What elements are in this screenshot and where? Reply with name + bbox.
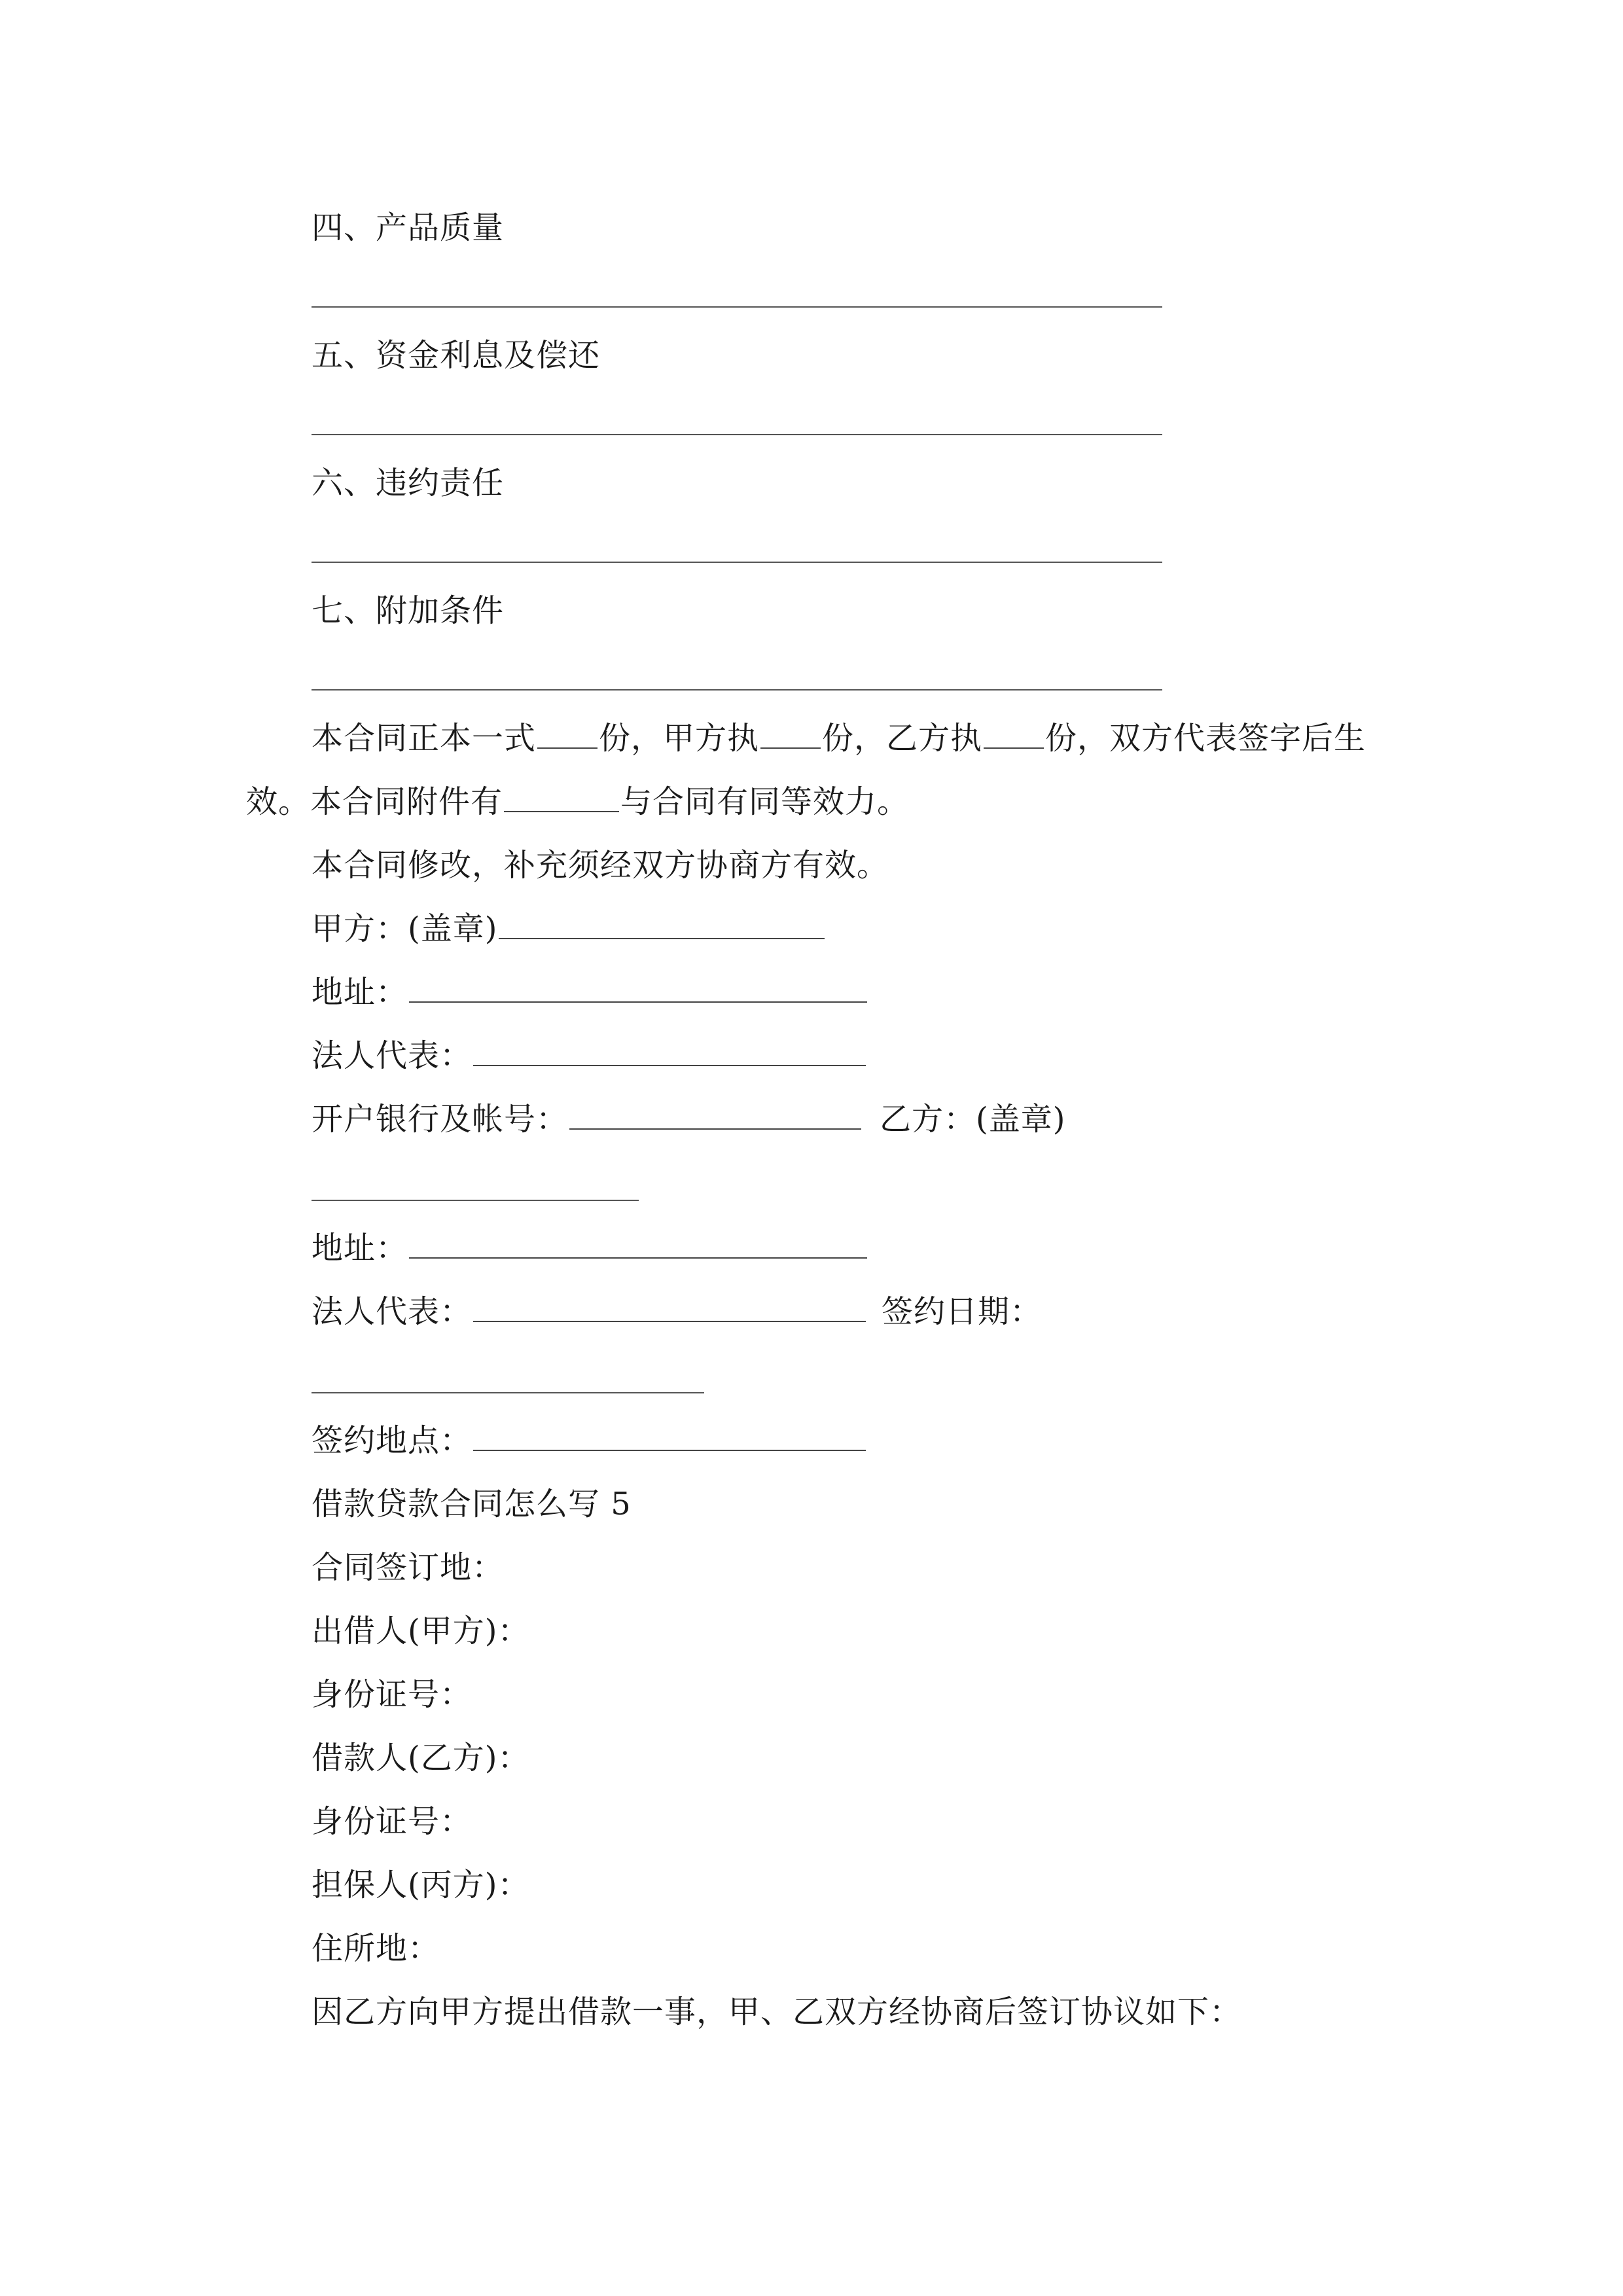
section-4-heading: 四、产品质量	[312, 209, 505, 246]
sign-place-blank	[473, 1421, 866, 1451]
party-b-label: 乙方：(盖章)	[880, 1101, 1066, 1138]
contract-5-lender: 出借人(甲方)：	[312, 1613, 530, 1649]
section-4-rule	[312, 306, 1162, 308]
copies-text-5: 效。本合同附件有	[246, 783, 503, 820]
copies-blank-a	[760, 719, 821, 749]
party-a-address-blank	[409, 973, 867, 1003]
party-b-legal-rep-blank	[473, 1292, 866, 1322]
copies-blank-b	[984, 719, 1044, 749]
copies-blank-total	[537, 719, 597, 749]
sign-date-rule	[312, 1392, 704, 1393]
party-a-address-label: 地址：	[312, 974, 408, 1011]
party-a-bank-line	[312, 1100, 1065, 1139]
party-a-seal-line	[312, 909, 826, 948]
party-a-legal-rep-line	[312, 1036, 867, 1075]
section-7-rule	[312, 689, 1162, 691]
copies-line-2	[246, 782, 909, 821]
party-a-label: 甲方：(盖章)	[312, 910, 498, 947]
section-7-heading: 七、附加条件	[312, 592, 505, 629]
copies-line-1	[312, 719, 1366, 758]
sign-place-label: 签约地点：	[312, 1422, 473, 1459]
section-6-heading: 六、违约责任	[312, 465, 505, 501]
party-a-legal-rep-label: 法人代表：	[312, 1037, 473, 1074]
party-b-address-blank	[409, 1229, 867, 1259]
contract-5-sign-place: 合同签订地：	[312, 1549, 505, 1586]
sign-place-line	[312, 1421, 867, 1460]
party-b-legal-rep-label: 法人代表：	[312, 1293, 473, 1330]
contract-5-title: 借款贷款合同怎么写 5	[312, 1486, 632, 1522]
amend-clause: 本合同修改，补充须经双方协商方有效。	[312, 847, 889, 884]
copies-text-2: 份，甲方执	[599, 720, 760, 757]
contract-5-intro: 因乙方向甲方提出借款一事，甲、乙双方经协商后签订协议如下：	[312, 1994, 1242, 2030]
section-5-rule	[312, 434, 1162, 435]
copies-text-6: 与合同有同等效力。	[620, 783, 910, 820]
contract-5-borrower-id: 身份证号：	[312, 1803, 473, 1840]
party-a-seal-blank	[499, 909, 825, 939]
party-b-address-line	[312, 1229, 868, 1268]
contract-5-guarantor: 担保人(丙方)：	[312, 1867, 530, 1903]
attachment-blank	[504, 782, 619, 812]
copies-text-1: 本合同正本一式	[312, 720, 537, 757]
party-b-address-label: 地址：	[312, 1230, 408, 1266]
contract-5-lender-id: 身份证号：	[312, 1676, 473, 1713]
contract-5-residence: 住所地：	[312, 1930, 440, 1967]
party-a-bank-label: 开户银行及帐号：	[312, 1101, 569, 1138]
party-a-address-line	[312, 973, 868, 1012]
section-5-heading: 五、资金利息及偿还	[312, 337, 601, 374]
contract-5-borrower: 借款人(乙方)：	[312, 1740, 530, 1776]
party-a-legal-rep-blank	[473, 1036, 866, 1066]
party-a-bank-blank	[569, 1100, 861, 1130]
section-6-rule	[312, 562, 1162, 563]
copies-text-4: 份，双方代表签字后生	[1045, 720, 1366, 757]
party-b-legal-rep-line	[312, 1292, 1042, 1331]
party-b-seal-rule	[312, 1200, 639, 1201]
sign-date-label: 签约日期：	[882, 1293, 1043, 1330]
copies-text-3: 份，乙方执	[822, 720, 983, 757]
